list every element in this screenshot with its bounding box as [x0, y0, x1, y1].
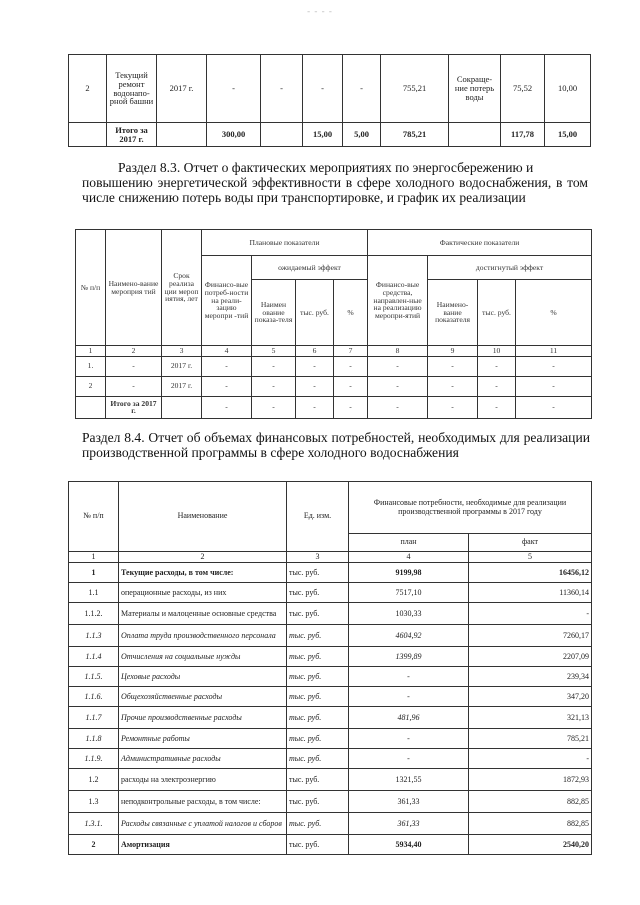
cell: - — [334, 376, 368, 396]
column-numbers-row — [76, 346, 592, 357]
cell: - — [428, 356, 478, 376]
term: 2017 г. — [162, 376, 202, 396]
col-number: 1 — [76, 346, 106, 357]
section-8-4-heading: Раздел 8.4. Отчет об объемах финансовых потребностей, необходимых для реализации производственной программы в сфере холодного водоснабжения — [82, 430, 590, 460]
col-number: 4 — [349, 552, 469, 563]
fact-value: 882,85 — [469, 791, 592, 813]
fact-value: 882,85 — [469, 813, 592, 835]
col-number: 8 — [368, 346, 428, 357]
cell: - — [296, 396, 334, 418]
row-number: 2 — [69, 835, 119, 855]
measure-name: - — [106, 376, 162, 396]
unit: тыс. руб. — [287, 563, 349, 583]
table-row — [69, 791, 592, 813]
fact-value: - — [469, 749, 592, 769]
table-row — [76, 356, 592, 376]
table-financial-needs — [68, 481, 592, 855]
plan-value: 481,96 — [349, 707, 469, 729]
fact-value: 785,21 — [469, 729, 592, 749]
table-row — [69, 55, 591, 123]
header-term: Срок реализа ции мероп иятия, лет — [162, 230, 202, 346]
item-name: неподконтрольные расходы, в том числе: — [119, 791, 287, 813]
section-8-3-line1: Раздел 8.3. Отчет о фактических мероприятиях по энергосбережению и — [118, 160, 534, 175]
table-energy-measures — [75, 229, 592, 419]
plan-value: - — [349, 667, 469, 687]
row-number: 1.1.4 — [69, 647, 119, 667]
cell: - — [261, 55, 303, 123]
header-actual: Фактические показатели — [368, 230, 592, 256]
fact-value: 2207,09 — [469, 647, 592, 667]
measure-name: Текущий ремонт водонапо-рной башни — [107, 55, 157, 123]
cell: - — [252, 376, 296, 396]
row-number: 1.3.1. — [69, 813, 119, 835]
cell: 755,21 — [381, 55, 449, 123]
plan-value: 361,33 — [349, 813, 469, 835]
cell: - — [252, 396, 296, 418]
table-row — [69, 603, 592, 625]
item-name: Административные расходы — [119, 749, 287, 769]
cell: - — [368, 356, 428, 376]
item-name: Амортизация — [119, 835, 287, 855]
header-planned: Плановые показатели — [202, 230, 368, 256]
cell: - — [478, 356, 516, 376]
table-row — [69, 729, 592, 749]
col-number: 2 — [106, 346, 162, 357]
total-label: Итого за 2017 г. — [107, 123, 157, 147]
item-name: операционные расходы, из них — [119, 583, 287, 603]
table-row — [76, 376, 592, 396]
cell: - — [202, 376, 252, 396]
row-number: 1.2 — [69, 769, 119, 791]
table-row — [69, 707, 592, 729]
fact-value: 321,13 — [469, 707, 592, 729]
cell: - — [343, 55, 381, 123]
item-name: Текущие расходы, в том числе: — [119, 563, 287, 583]
cell: - — [334, 356, 368, 376]
unit: тыс. руб. — [287, 813, 349, 835]
table-row — [69, 563, 592, 583]
header-plan-fin: Финансо-вые потреб-ности на реали-зацию меропри -тий — [202, 256, 252, 346]
fact-value: 11360,14 — [469, 583, 592, 603]
cell: 300,00 — [207, 123, 261, 147]
col-number: 5 — [252, 346, 296, 357]
cell: 75,52 — [501, 55, 545, 123]
header-achieved-effect: достигнутый эффект — [428, 256, 592, 280]
plan-value: 9199,98 — [349, 563, 469, 583]
plan-value: 361,33 — [349, 791, 469, 813]
header-fin: Финансовые потребности, необходимые для реализации производственной программы в 2017 году — [349, 482, 592, 534]
unit: тыс. руб. — [287, 707, 349, 729]
term: 2017 г. — [162, 356, 202, 376]
cell: 5,00 — [343, 123, 381, 147]
row-number: 2 — [69, 55, 107, 123]
table-row — [69, 583, 592, 603]
row-number: 1.1 — [69, 583, 119, 603]
header-ach-pct: % — [516, 280, 592, 346]
header-exp-unit: тыс. руб. — [296, 280, 334, 346]
plan-value: - — [349, 729, 469, 749]
effect-name: Сокраще-ние потерь воды — [449, 55, 501, 123]
unit: тыс. руб. — [287, 583, 349, 603]
col-number: 9 — [428, 346, 478, 357]
cell: - — [296, 376, 334, 396]
table-total-row — [76, 396, 592, 418]
table-total-row — [69, 123, 591, 147]
row-number: 1.1.8 — [69, 729, 119, 749]
header-name: Наимено-вание мероприя тий — [106, 230, 162, 346]
table-row — [69, 749, 592, 769]
row-number: 1.1.9. — [69, 749, 119, 769]
item-name: Прочие производственные расходы — [119, 707, 287, 729]
section-8-3-rest: повышению энергетической эффективности в сфере холодного водоснабжения, в том числе снижению потерь воды при транспортировке, и график их реализации — [82, 175, 588, 205]
plan-value: 4604,92 — [349, 625, 469, 647]
cell: - — [252, 356, 296, 376]
item-name: Общехозяйственные расходы — [119, 687, 287, 707]
col-number: 4 — [202, 346, 252, 357]
fact-value: - — [469, 603, 592, 625]
unit: тыс. руб. — [287, 791, 349, 813]
col-number: 6 — [296, 346, 334, 357]
unit: тыс. руб. — [287, 647, 349, 667]
col-number: 1 — [69, 552, 119, 563]
item-name: Ремонтные работы — [119, 729, 287, 749]
row-number: 1.1.6. — [69, 687, 119, 707]
plan-value: - — [349, 749, 469, 769]
col-number: 10 — [478, 346, 516, 357]
cell: - — [478, 376, 516, 396]
plan-value: 1321,55 — [349, 769, 469, 791]
row-number: 1 — [69, 563, 119, 583]
cell: - — [516, 356, 592, 376]
row-number: 1.1.5. — [69, 667, 119, 687]
table-continuation — [68, 54, 591, 147]
cell: - — [296, 356, 334, 376]
col-number: 11 — [516, 346, 592, 357]
fact-value: 7260,17 — [469, 625, 592, 647]
item-name: Оплата труда производственного персонала — [119, 625, 287, 647]
cell: 117,78 — [501, 123, 545, 147]
col-number: 3 — [287, 552, 349, 563]
table-row — [69, 687, 592, 707]
cell: - — [207, 55, 261, 123]
header-fact-fin: Финансо-вые средства, направлен-ные на реализацию меропри-ятий — [368, 256, 428, 346]
col-number: 3 — [162, 346, 202, 357]
item-name: Материалы и малоценные основные средства — [119, 603, 287, 625]
header-fact: факт — [469, 534, 592, 552]
unit: тыс. руб. — [287, 625, 349, 647]
header-num: № п/п — [76, 230, 106, 346]
total-label: Итого за 2017 г. — [106, 396, 162, 418]
item-name: Цеховые расходы — [119, 667, 287, 687]
header-expected-effect: ожидаемый эффект — [252, 256, 368, 280]
col-number: 5 — [469, 552, 592, 563]
plan-value: 1399,89 — [349, 647, 469, 667]
row-number: 1.3 — [69, 791, 119, 813]
unit: тыс. руб. — [287, 769, 349, 791]
measure-name: - — [106, 356, 162, 376]
header-num: № п/п — [69, 482, 119, 552]
cell: - — [428, 376, 478, 396]
row-number: 1.1.2. — [69, 603, 119, 625]
item-name: Расходы связанные с уплатой налогов и сборов — [119, 813, 287, 835]
cell: - — [516, 376, 592, 396]
cell: - — [303, 55, 343, 123]
unit: тыс. руб. — [287, 729, 349, 749]
table-row — [69, 835, 592, 855]
table-row — [69, 625, 592, 647]
section-8-3-heading — [82, 160, 588, 205]
cell: 15,00 — [303, 123, 343, 147]
row-number: 1.1.3 — [69, 625, 119, 647]
cell: - — [478, 396, 516, 418]
fact-value: 239,34 — [469, 667, 592, 687]
unit: тыс. руб. — [287, 687, 349, 707]
plan-value: 7517,10 — [349, 583, 469, 603]
cell: - — [202, 356, 252, 376]
header-exp-name: Наимен ование показа-теля — [252, 280, 296, 346]
col-number: 7 — [334, 346, 368, 357]
fact-value: 1872,93 — [469, 769, 592, 791]
plan-value: 1030,33 — [349, 603, 469, 625]
cell: - — [516, 396, 592, 418]
row-number: 1.1.7 — [69, 707, 119, 729]
fact-value: 347,20 — [469, 687, 592, 707]
row-number: 2 — [76, 376, 106, 396]
plan-value: - — [349, 687, 469, 707]
table-row — [69, 813, 592, 835]
cell: - — [202, 396, 252, 418]
header-ach-unit: тыс. руб. — [478, 280, 516, 346]
header-ach-name: Наимено-вание показателя — [428, 280, 478, 346]
cell: - — [368, 376, 428, 396]
cell: - — [334, 396, 368, 418]
table-row — [69, 647, 592, 667]
row-number: 1. — [76, 356, 106, 376]
fact-value: 16456,12 — [469, 563, 592, 583]
item-name: расходы на электроэнергию — [119, 769, 287, 791]
unit: тыс. руб. — [287, 749, 349, 769]
unit: тыс. руб. — [287, 835, 349, 855]
table-row — [69, 769, 592, 791]
cell: - — [428, 396, 478, 418]
cell: 785,21 — [381, 123, 449, 147]
column-numbers-row — [69, 552, 592, 563]
fact-value: 2540,20 — [469, 835, 592, 855]
header-exp-pct: % — [334, 280, 368, 346]
header-plan: план — [349, 534, 469, 552]
table-row — [69, 667, 592, 687]
cell: 15,00 — [545, 123, 591, 147]
cell: 10,00 — [545, 55, 591, 123]
cell: - — [368, 396, 428, 418]
unit: тыс. руб. — [287, 667, 349, 687]
col-number: 2 — [119, 552, 287, 563]
header-name: Наименование — [119, 482, 287, 552]
unit: тыс. руб. — [287, 603, 349, 625]
term: 2017 г. — [157, 55, 207, 123]
header-unit: Ед. изм. — [287, 482, 349, 552]
plan-value: 5934,40 — [349, 835, 469, 855]
item-name: Отчисления на социальные нужды — [119, 647, 287, 667]
page-marker: - - - - — [307, 6, 333, 16]
